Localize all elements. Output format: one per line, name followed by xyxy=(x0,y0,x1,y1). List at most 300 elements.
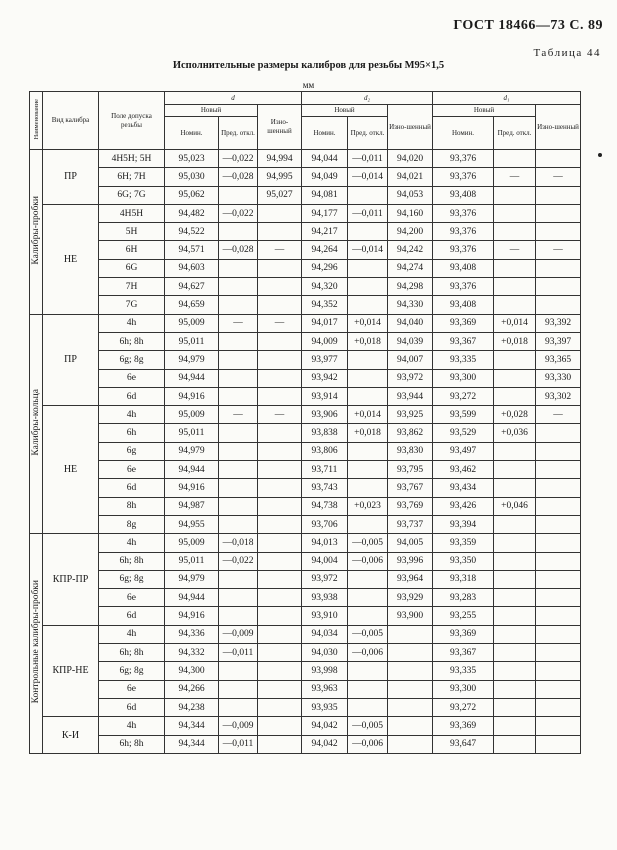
d1-dev-header: Пред. откл. xyxy=(494,117,536,150)
cell-d: 94,217 xyxy=(302,223,348,241)
cell-k xyxy=(536,680,581,698)
table-row xyxy=(30,589,581,607)
cell-b: —0,018 xyxy=(219,534,258,552)
table-label: Таблица 44 xyxy=(533,47,601,59)
cell-j: +0,018 xyxy=(494,332,536,350)
d2-dev-header: Пред. откл. xyxy=(348,117,388,150)
calibre-table xyxy=(29,91,581,754)
cell-f: 6e xyxy=(99,589,165,607)
cell-c: — xyxy=(258,241,302,259)
cell-g: 94,021 xyxy=(388,168,433,186)
cell-d1-nom: 93,318 xyxy=(433,570,494,588)
group-label xyxy=(30,314,43,534)
col-kind-header: Вид калибра xyxy=(43,92,99,150)
cell-b xyxy=(219,461,258,479)
cell-j: +0,014 xyxy=(494,314,536,332)
cell-f: 6h; 8h xyxy=(99,644,165,662)
cell-c xyxy=(258,369,302,387)
cell-k xyxy=(536,442,581,460)
cell-d: 94,017 xyxy=(302,314,348,332)
cell-f: 7Н xyxy=(99,278,165,296)
cell-f: 6d xyxy=(99,607,165,625)
cell-b xyxy=(219,369,258,387)
cell-e: —0,011 xyxy=(348,204,388,222)
cell-f: 6Н; 7Н xyxy=(99,168,165,186)
cell-j: — xyxy=(494,241,536,259)
cell-a: 94,238 xyxy=(165,698,219,716)
cell-f: 6g xyxy=(99,442,165,460)
cell-d1-nom: 93,335 xyxy=(433,351,494,369)
cell-j: +0,028 xyxy=(494,406,536,424)
caliber-kind: К-И xyxy=(43,717,99,754)
cell-d1-nom: 93,408 xyxy=(433,259,494,277)
cell-k xyxy=(536,204,581,222)
cell-d: 93,838 xyxy=(302,424,348,442)
cell-b xyxy=(219,442,258,460)
cell-d1-nom: 93,300 xyxy=(433,680,494,698)
cell-d1-nom: 93,272 xyxy=(433,698,494,716)
cell-e xyxy=(348,186,388,204)
cell-j xyxy=(494,278,536,296)
cell-a: 95,011 xyxy=(165,424,219,442)
cell-g: 93,925 xyxy=(388,406,433,424)
table-row xyxy=(30,698,581,716)
cell-e: +0,018 xyxy=(348,332,388,350)
table-row xyxy=(30,424,581,442)
d2-worn-header: Изно-шенный xyxy=(388,105,433,150)
group-label-text: Калибры-пробки xyxy=(31,196,41,265)
cell-d: 94,320 xyxy=(302,278,348,296)
cell-c xyxy=(258,680,302,698)
cell-f: 7G xyxy=(99,296,165,314)
table-row xyxy=(30,442,581,460)
cell-a: 95,009 xyxy=(165,406,219,424)
cell-b xyxy=(219,223,258,241)
cell-k: 93,392 xyxy=(536,314,581,332)
table-row xyxy=(30,735,581,753)
cell-k xyxy=(536,296,581,314)
cell-c xyxy=(258,515,302,533)
cell-j xyxy=(494,259,536,277)
cell-a: 95,030 xyxy=(165,168,219,186)
cell-d: 93,743 xyxy=(302,479,348,497)
cell-a: 94,482 xyxy=(165,204,219,222)
cell-d1-nom: 93,408 xyxy=(433,186,494,204)
caliber-kind: ПР xyxy=(43,314,99,405)
cell-c xyxy=(258,296,302,314)
cell-a: 94,979 xyxy=(165,351,219,369)
cell-g: 93,795 xyxy=(388,461,433,479)
cell-f: 4h xyxy=(99,625,165,643)
cell-j xyxy=(494,150,536,168)
table-row xyxy=(30,223,581,241)
cell-g: 94,274 xyxy=(388,259,433,277)
cell-e: —0,005 xyxy=(348,717,388,735)
cell-b xyxy=(219,570,258,588)
cell-b: —0,022 xyxy=(219,204,258,222)
cell-c xyxy=(258,387,302,405)
cell-d: 93,998 xyxy=(302,662,348,680)
table-row xyxy=(30,717,581,735)
cell-k xyxy=(536,570,581,588)
cell-g xyxy=(388,662,433,680)
cell-c: — xyxy=(258,406,302,424)
cell-b: —0,009 xyxy=(219,717,258,735)
cell-a: 94,955 xyxy=(165,515,219,533)
cell-d1-nom: 93,376 xyxy=(433,168,494,186)
cell-f: 6G xyxy=(99,259,165,277)
cell-k: 93,397 xyxy=(536,332,581,350)
cell-c xyxy=(258,461,302,479)
cell-j xyxy=(494,735,536,753)
cell-e xyxy=(348,589,388,607)
cell-b: —0,022 xyxy=(219,552,258,570)
cell-k: — xyxy=(536,406,581,424)
margin-dot xyxy=(598,153,602,157)
cell-c xyxy=(258,589,302,607)
cell-c xyxy=(258,223,302,241)
table-row xyxy=(30,644,581,662)
cell-j xyxy=(494,204,536,222)
cell-c xyxy=(258,204,302,222)
cell-c xyxy=(258,442,302,460)
cell-c xyxy=(258,607,302,625)
cell-e xyxy=(348,570,388,588)
cell-d1-nom: 93,426 xyxy=(433,497,494,515)
table-row xyxy=(30,534,581,552)
cell-k xyxy=(536,607,581,625)
table-row xyxy=(30,461,581,479)
cell-k xyxy=(536,625,581,643)
cell-d: 94,009 xyxy=(302,332,348,350)
d1-worn-header: Изно-шенный xyxy=(536,105,581,150)
table-row xyxy=(30,332,581,350)
cell-a: 94,627 xyxy=(165,278,219,296)
cell-b xyxy=(219,589,258,607)
cell-d: 94,004 xyxy=(302,552,348,570)
cell-d1-nom: 93,283 xyxy=(433,589,494,607)
cell-a: 94,944 xyxy=(165,461,219,479)
cell-g: 93,862 xyxy=(388,424,433,442)
cell-j xyxy=(494,552,536,570)
cell-b xyxy=(219,698,258,716)
cell-b xyxy=(219,680,258,698)
cell-k xyxy=(536,223,581,241)
cell-b xyxy=(219,296,258,314)
cell-g: 93,944 xyxy=(388,387,433,405)
cell-d: 94,044 xyxy=(302,150,348,168)
cell-f: 4h xyxy=(99,406,165,424)
cell-d: 93,935 xyxy=(302,698,348,716)
cell-k xyxy=(536,552,581,570)
cell-j xyxy=(494,351,536,369)
cell-g: 93,769 xyxy=(388,497,433,515)
cell-k: 93,365 xyxy=(536,351,581,369)
cell-d1-nom: 93,255 xyxy=(433,607,494,625)
cell-d: 93,942 xyxy=(302,369,348,387)
cell-e: —0,014 xyxy=(348,168,388,186)
table-row xyxy=(30,387,581,405)
cell-f: 6e xyxy=(99,680,165,698)
cell-k xyxy=(536,589,581,607)
group-label xyxy=(30,534,43,754)
cell-f: 6g; 8g xyxy=(99,662,165,680)
cell-j xyxy=(494,698,536,716)
cell-e: —0,005 xyxy=(348,625,388,643)
table-row xyxy=(30,552,581,570)
cell-d: 94,049 xyxy=(302,168,348,186)
cell-d: 94,177 xyxy=(302,204,348,222)
cell-a: 94,987 xyxy=(165,497,219,515)
cell-d: 94,296 xyxy=(302,259,348,277)
table-row xyxy=(30,406,581,424)
cell-g xyxy=(388,680,433,698)
cell-e: —0,006 xyxy=(348,644,388,662)
cell-b: —0,028 xyxy=(219,241,258,259)
cell-c xyxy=(258,497,302,515)
cell-d: 93,706 xyxy=(302,515,348,533)
cell-e xyxy=(348,278,388,296)
cell-j xyxy=(494,717,536,735)
cell-c xyxy=(258,570,302,588)
cell-k: 93,302 xyxy=(536,387,581,405)
cell-g: 93,972 xyxy=(388,369,433,387)
cell-k xyxy=(536,259,581,277)
cell-f: 6d xyxy=(99,479,165,497)
cell-e xyxy=(348,296,388,314)
cell-f: 4h xyxy=(99,717,165,735)
cell-d: 93,806 xyxy=(302,442,348,460)
cell-k: — xyxy=(536,168,581,186)
cell-f: 8h xyxy=(99,497,165,515)
caliber-kind: КПР-ПР xyxy=(43,534,99,625)
col-field-header: Поле допуска резьбы xyxy=(99,92,165,150)
cell-a: 94,344 xyxy=(165,717,219,735)
cell-d1-nom: 93,408 xyxy=(433,296,494,314)
cell-f: 4Н5Н xyxy=(99,204,165,222)
table-row xyxy=(30,186,581,204)
cell-d: 94,042 xyxy=(302,717,348,735)
group-label-text: Калибры-кольца xyxy=(31,389,41,456)
cell-e xyxy=(348,442,388,460)
cell-g: 94,039 xyxy=(388,332,433,350)
cell-k xyxy=(536,735,581,753)
cell-e xyxy=(348,698,388,716)
cell-d1-nom: 93,369 xyxy=(433,717,494,735)
cell-e xyxy=(348,259,388,277)
cell-c xyxy=(258,662,302,680)
cell-d: 94,013 xyxy=(302,534,348,552)
cell-a: 95,009 xyxy=(165,534,219,552)
table-row xyxy=(30,351,581,369)
cell-d1-nom: 93,369 xyxy=(433,314,494,332)
cell-b xyxy=(219,278,258,296)
cell-d1-nom: 93,359 xyxy=(433,534,494,552)
cell-e xyxy=(348,662,388,680)
cell-k xyxy=(536,424,581,442)
table-row xyxy=(30,168,581,186)
cell-b xyxy=(219,259,258,277)
cell-j xyxy=(494,662,536,680)
cell-j xyxy=(494,534,536,552)
cell-f: 8g xyxy=(99,515,165,533)
cell-g xyxy=(388,644,433,662)
cell-a: 95,011 xyxy=(165,552,219,570)
table-row xyxy=(30,625,581,643)
cell-e: +0,023 xyxy=(348,497,388,515)
cell-b xyxy=(219,479,258,497)
table-row xyxy=(30,570,581,588)
table-row xyxy=(30,497,581,515)
cell-d1-nom: 93,376 xyxy=(433,278,494,296)
caliber-kind: ПР xyxy=(43,150,99,205)
table-row xyxy=(30,369,581,387)
cell-d: 94,042 xyxy=(302,735,348,753)
cell-a: 94,571 xyxy=(165,241,219,259)
d2-new-header: Новый xyxy=(302,105,388,117)
col-d-header: d xyxy=(165,92,302,105)
cell-g: 94,330 xyxy=(388,296,433,314)
cell-k xyxy=(536,534,581,552)
d-new-header: Новый xyxy=(165,105,258,117)
cell-g: 93,767 xyxy=(388,479,433,497)
cell-b: —0,011 xyxy=(219,735,258,753)
cell-j xyxy=(494,369,536,387)
cell-d: 94,352 xyxy=(302,296,348,314)
cell-k xyxy=(536,278,581,296)
cell-d: 94,738 xyxy=(302,497,348,515)
caliber-kind: КПР-НЕ xyxy=(43,625,99,716)
col-d1-header: d₁ xyxy=(433,92,581,105)
cell-a: 94,916 xyxy=(165,479,219,497)
cell-d: 93,910 xyxy=(302,607,348,625)
cell-d1-nom: 93,367 xyxy=(433,332,494,350)
cell-e: —0,011 xyxy=(348,150,388,168)
unit-label: мм xyxy=(302,80,315,90)
cell-g: 94,040 xyxy=(388,314,433,332)
cell-k: — xyxy=(536,241,581,259)
cell-d: 94,034 xyxy=(302,625,348,643)
cell-j xyxy=(494,570,536,588)
cell-c xyxy=(258,644,302,662)
cell-c xyxy=(258,735,302,753)
cell-d: 93,906 xyxy=(302,406,348,424)
cell-a: 95,062 xyxy=(165,186,219,204)
cell-j xyxy=(494,387,536,405)
cell-c xyxy=(258,534,302,552)
cell-c xyxy=(258,625,302,643)
cell-b: —0,022 xyxy=(219,150,258,168)
cell-a: 94,916 xyxy=(165,607,219,625)
cell-j xyxy=(494,589,536,607)
cell-a: 94,522 xyxy=(165,223,219,241)
cell-g: 94,053 xyxy=(388,186,433,204)
cell-g: 94,200 xyxy=(388,223,433,241)
cell-g: 94,298 xyxy=(388,278,433,296)
cell-d1-nom: 93,376 xyxy=(433,204,494,222)
cell-d1-nom: 93,376 xyxy=(433,150,494,168)
cell-g: 93,964 xyxy=(388,570,433,588)
cell-d1-nom: 93,300 xyxy=(433,369,494,387)
cell-k xyxy=(536,186,581,204)
cell-a: 94,300 xyxy=(165,662,219,680)
cell-g: 94,007 xyxy=(388,351,433,369)
cell-a: 94,336 xyxy=(165,625,219,643)
table-row xyxy=(30,607,581,625)
cell-d1-nom: 93,647 xyxy=(433,735,494,753)
cell-g: 93,900 xyxy=(388,607,433,625)
cell-f: 4h xyxy=(99,314,165,332)
cell-f: 6g; 8g xyxy=(99,570,165,588)
table-row xyxy=(30,314,581,332)
table-body xyxy=(30,150,581,754)
cell-d: 94,081 xyxy=(302,186,348,204)
cell-b: — xyxy=(219,314,258,332)
cell-f: 6G; 7G xyxy=(99,186,165,204)
cell-c xyxy=(258,479,302,497)
cell-e xyxy=(348,479,388,497)
cell-d1-nom: 93,367 xyxy=(433,644,494,662)
cell-j xyxy=(494,461,536,479)
cell-a: 94,944 xyxy=(165,369,219,387)
cell-g xyxy=(388,625,433,643)
cell-j xyxy=(494,296,536,314)
cell-a: 95,011 xyxy=(165,332,219,350)
d2-nom-header: Номин. xyxy=(302,117,348,150)
table-title: Исполнительные размеры калибров для резьбы M95×1,5 xyxy=(172,60,445,71)
cell-b xyxy=(219,607,258,625)
cell-a: 94,332 xyxy=(165,644,219,662)
cell-e: —0,005 xyxy=(348,534,388,552)
cell-e xyxy=(348,680,388,698)
group-label xyxy=(30,150,43,315)
cell-e xyxy=(348,223,388,241)
cell-g: 94,242 xyxy=(388,241,433,259)
cell-e: —0,014 xyxy=(348,241,388,259)
cell-e xyxy=(348,607,388,625)
cell-k xyxy=(536,479,581,497)
cell-g: 93,830 xyxy=(388,442,433,460)
cell-g: 94,020 xyxy=(388,150,433,168)
d-dev-header: Пред. откл. xyxy=(219,117,258,150)
cell-b: —0,009 xyxy=(219,625,258,643)
cell-k xyxy=(536,662,581,680)
col-d2-header: d₂ xyxy=(302,92,433,105)
cell-b xyxy=(219,497,258,515)
cell-b: — xyxy=(219,406,258,424)
cell-d1-nom: 93,272 xyxy=(433,387,494,405)
cell-j xyxy=(494,607,536,625)
cell-b: —0,011 xyxy=(219,644,258,662)
cell-a: 94,603 xyxy=(165,259,219,277)
cell-j xyxy=(494,442,536,460)
cell-d: 94,030 xyxy=(302,644,348,662)
caliber-kind: НЕ xyxy=(43,204,99,314)
cell-g: 93,929 xyxy=(388,589,433,607)
cell-b: —0,028 xyxy=(219,168,258,186)
cell-a: 95,009 xyxy=(165,314,219,332)
table-row xyxy=(30,296,581,314)
cell-k xyxy=(536,515,581,533)
cell-c xyxy=(258,351,302,369)
cell-g xyxy=(388,735,433,753)
table-row xyxy=(30,204,581,222)
cell-c: 95,027 xyxy=(258,186,302,204)
cell-e: +0,014 xyxy=(348,406,388,424)
cell-f: 6h; 8h xyxy=(99,735,165,753)
cell-k xyxy=(536,644,581,662)
cell-f: 6d xyxy=(99,698,165,716)
